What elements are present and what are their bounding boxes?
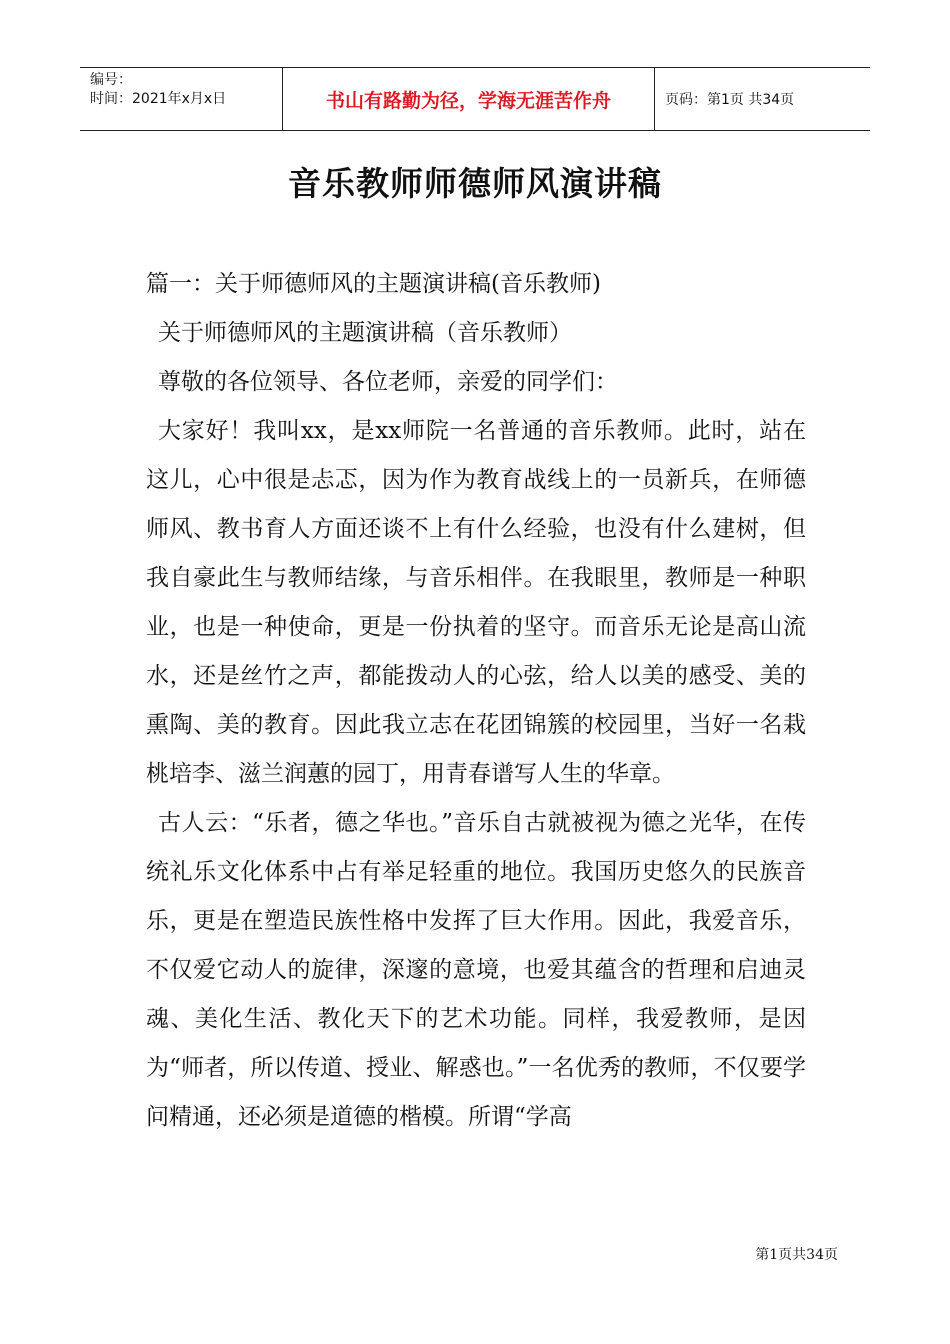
page-info-text: 页码：第1页 共34页 <box>665 92 795 108</box>
header-meta <box>80 68 282 130</box>
document-body <box>146 260 806 1142</box>
speech-title: 关于师德师风的主题演讲稿（音乐教师） <box>158 320 572 346</box>
page-header <box>80 67 870 131</box>
motto-text: 书山有路勤为径，学海无涯苦作舟 <box>325 89 611 112</box>
code-label: 编号： <box>90 72 132 88</box>
page-footer: 第1页共34页 <box>755 1247 838 1263</box>
time-label: 时间：2021年x月x日 <box>90 91 227 107</box>
header-motto <box>282 68 655 130</box>
header-page-info <box>655 68 870 130</box>
greeting: 尊敬的各位领导、各位老师，亲爱的同学们： <box>158 369 618 395</box>
document-title: 音乐教师师德师风演讲稿 <box>288 164 662 203</box>
paragraph: 大家好！我叫xx，是xx师院一名普通的音乐教师。此时，站在这儿，心中很是忐忑，因为作为教育战线上的一员新兵，在师德师风、教书育人方面还谈不上有什么经验，也没有什么建树，但我自豪此生与教师结缘，与音乐相伴。在我眼里，教师是一种职业，也是一种使命，更是一份执着的坚守。而音乐无论是高山流水，还是丝竹之声，都能拨动人的心弦，给人以美的感受、美的熏陶、美的教育。因此我立志在花团锦簇的校园里，当好一名栽桃培李、滋兰润蕙的园丁，用青春谱写人生的华章。 <box>146 418 806 787</box>
paragraph: 古人云：“乐者，德之华也。”音乐自古就被视为德之光华，在传统礼乐文化体系中占有举足轻重的地位。我国历史悠久的民族音乐，更是在塑造民族性格中发挥了巨大作用。因此，我爱音乐，不仅爱它动人的旋律，深邃的意境，也爱其蕴含的哲理和启迪灵魂、美化生活、教化天下的艺术功能。同样，我爱教师，是因为“师者，所以传道、授业、解惑也。”一名优秀的教师，不仅要学问精通，还必须是道德的楷模。所谓“学高 <box>146 810 806 1130</box>
section-heading: 篇一：关于师德师风的主题演讲稿(音乐教师) <box>146 271 601 297</box>
